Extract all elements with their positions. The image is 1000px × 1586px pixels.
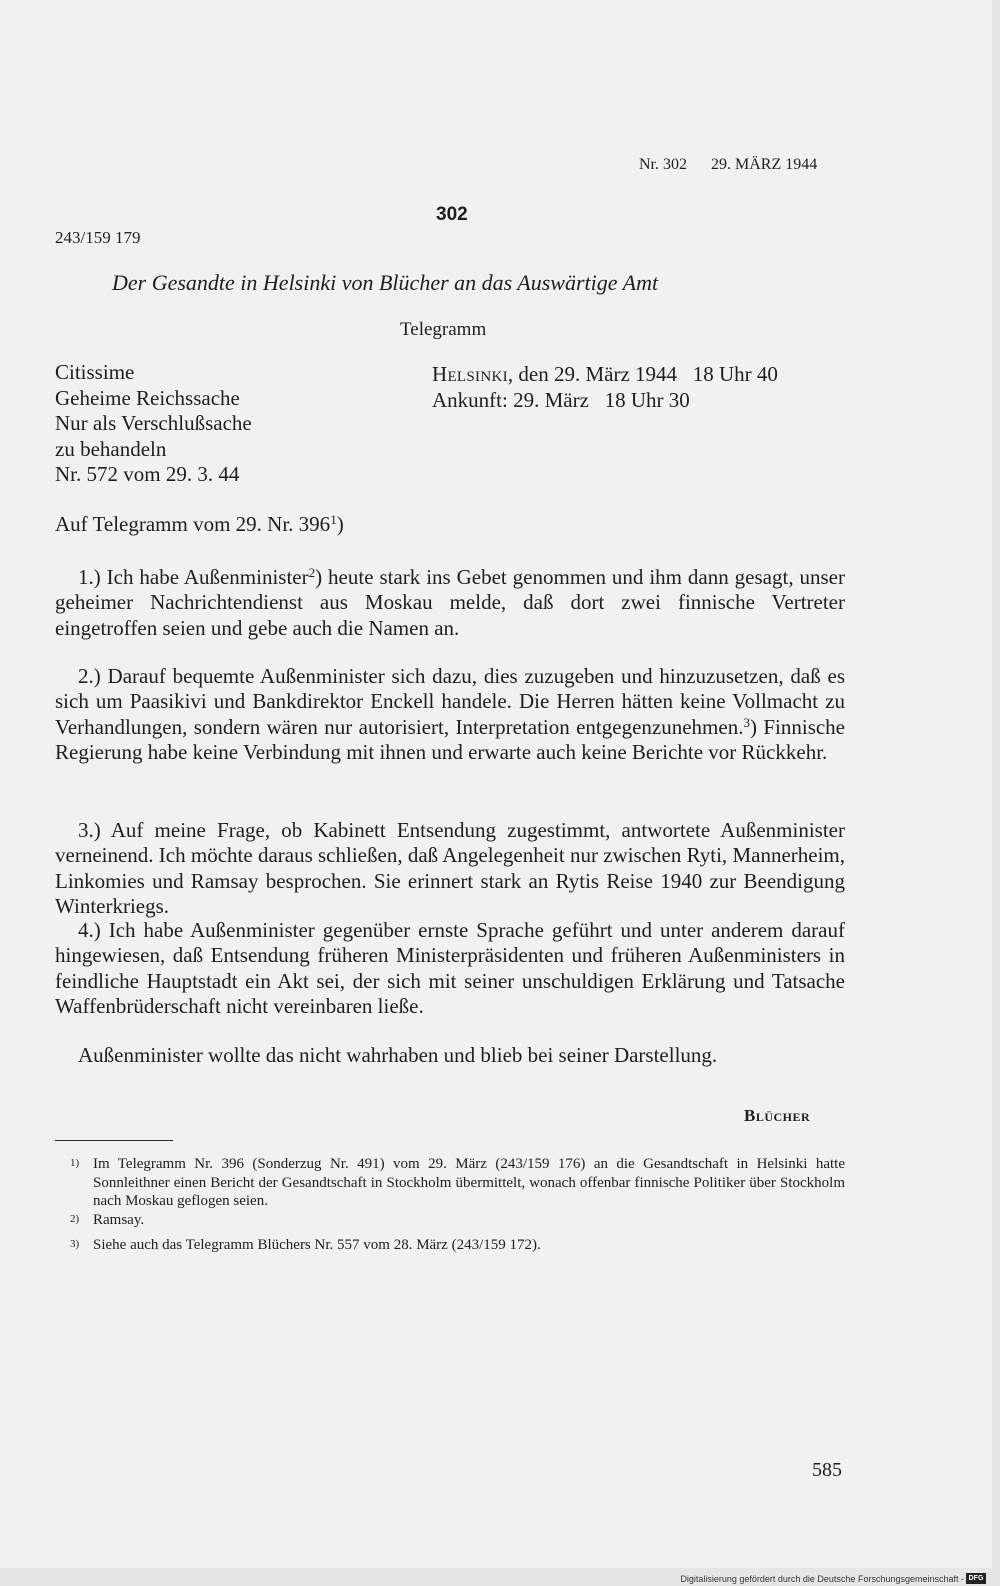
- paragraph: 2.) Darauf bequemte Außenminister sich dazu, dies zuzugeben und hinzuzusetzen, daß es sich um Paasikivi und Bankdirektor Enckell handele. Die Herren hätten keine Vollmacht zu Verhandlungen, sondern wären nur autorisiert, Interpretation entgegenzunehmen.$^3$) Finnische Regierung habe keine Verbindung mit ihnen und erwarte auch keine Berichte vor Rückkehr.: [55, 664, 846, 764]
- dispatch-place: Helsinki: [432, 362, 508, 386]
- classification-block: [55, 360, 252, 488]
- footnote: [55, 1236, 845, 1255]
- document-title: Der Gesandte in Helsinki von Blücher an das Auswärtige Amt: [112, 270, 659, 295]
- classification-line: Geheime Reichssache: [55, 385, 240, 410]
- dispatch-sent: , den 29. März 1944 18 Uhr 40: [507, 362, 778, 386]
- footnote-marker: 2: [308, 565, 316, 580]
- footnote-mark: 3): [70, 1238, 80, 1250]
- signature: Blücher: [744, 1106, 811, 1125]
- footnote-divider: [55, 1140, 173, 1141]
- reference-line: Auf Telegramm vom 29. Nr. $396^1$): [55, 512, 344, 536]
- paragraph: 3.) Auf meine Frage, ob Kabinett Entsendung zugestimmt, antwortete Außenminister verneinend. Ich möchte daraus schließen, daß Angelegenheit nur zwischen Ryti, Mannerheim, Linkomies und Ramsay besprochen. Sie erinnert stark an Rytis Reise 1940 zur Beendigung Winterkriegs.: [55, 818, 845, 918]
- classification-line: Citissime: [55, 360, 135, 384]
- footnote-text: Ramsay.: [93, 1212, 145, 1228]
- running-head-number: Nr. 302: [639, 156, 687, 173]
- footnote-mark: 1): [70, 1157, 80, 1169]
- paragraph: 1.) Ich habe Außenminister$^2$) heute stark ins Gebet genommen und ihm dann gesagt, unser geheimer Nachrichtendienst aus Moskau melde, daß dort zwei finnische Vertreter eingetroffen seien und gebe auch die Namen an.: [55, 565, 845, 640]
- footnote: [55, 1155, 845, 1211]
- paragraph: Außenminister wollte das nicht wahrhaben und blieb bei seiner Darstellung.: [78, 1043, 718, 1067]
- footnote-marker: 1: [330, 512, 337, 527]
- footnote-text: Siehe auch das Telegramm Blüchers Nr. 557 vom 28. März (243/159 172).: [93, 1237, 541, 1253]
- paragraph: 4.) Ich habe Außenminister gegenüber ernste Sprache geführt und unter anderem darauf hingewiesen, daß Entsendung früheren Ministerpräsidenten und früheren Außenministers in feindliche Hauptstadt ein Akt sei, der sich mit seiner unschuldigen Erklärung und Tatsache Waffenbrüderschaft nicht vereinbaren ließe.: [55, 918, 845, 1018]
- dfg-logo-icon: DFG: [966, 1573, 986, 1584]
- digitization-credit: Digitalisierung gefördert durch die Deutsche Forschungsgemeinschaft -: [680, 1574, 964, 1584]
- footnote-text: Im Telegramm Nr. 396 (Sonderzug Nr. 491) vom 29. März (243/159 176) an die Gesandtschaft in Helsinki hatte Sonnleithner einen Bericht der Gesandtschaft in Stockholm übermittelt, wonach offenbar finnische Politiker über Stockholm nach Moskau geflogen seien.: [93, 1156, 845, 1209]
- running-head: [639, 156, 817, 174]
- classification-line: zu behandeln: [55, 436, 167, 461]
- footnote: [55, 1211, 845, 1230]
- page-number: 585: [812, 1459, 842, 1481]
- footnote-mark: 2): [70, 1213, 80, 1225]
- running-head-date: 29. MÄRZ 1944: [711, 156, 818, 173]
- classification-line: Nur als Verschlußsache: [55, 411, 252, 436]
- dispatch-arrival: Ankunft: 29. März 18 Uhr 30: [432, 387, 690, 412]
- file-reference: 243/159 179: [55, 228, 141, 247]
- document-number: 302: [436, 204, 468, 225]
- classification-line: Nr. 572 vom 29. 3. 44: [55, 462, 240, 487]
- footnote-marker: 3: [743, 714, 750, 730]
- dispatch-block: [432, 362, 778, 413]
- document-type: Telegramm: [400, 319, 487, 340]
